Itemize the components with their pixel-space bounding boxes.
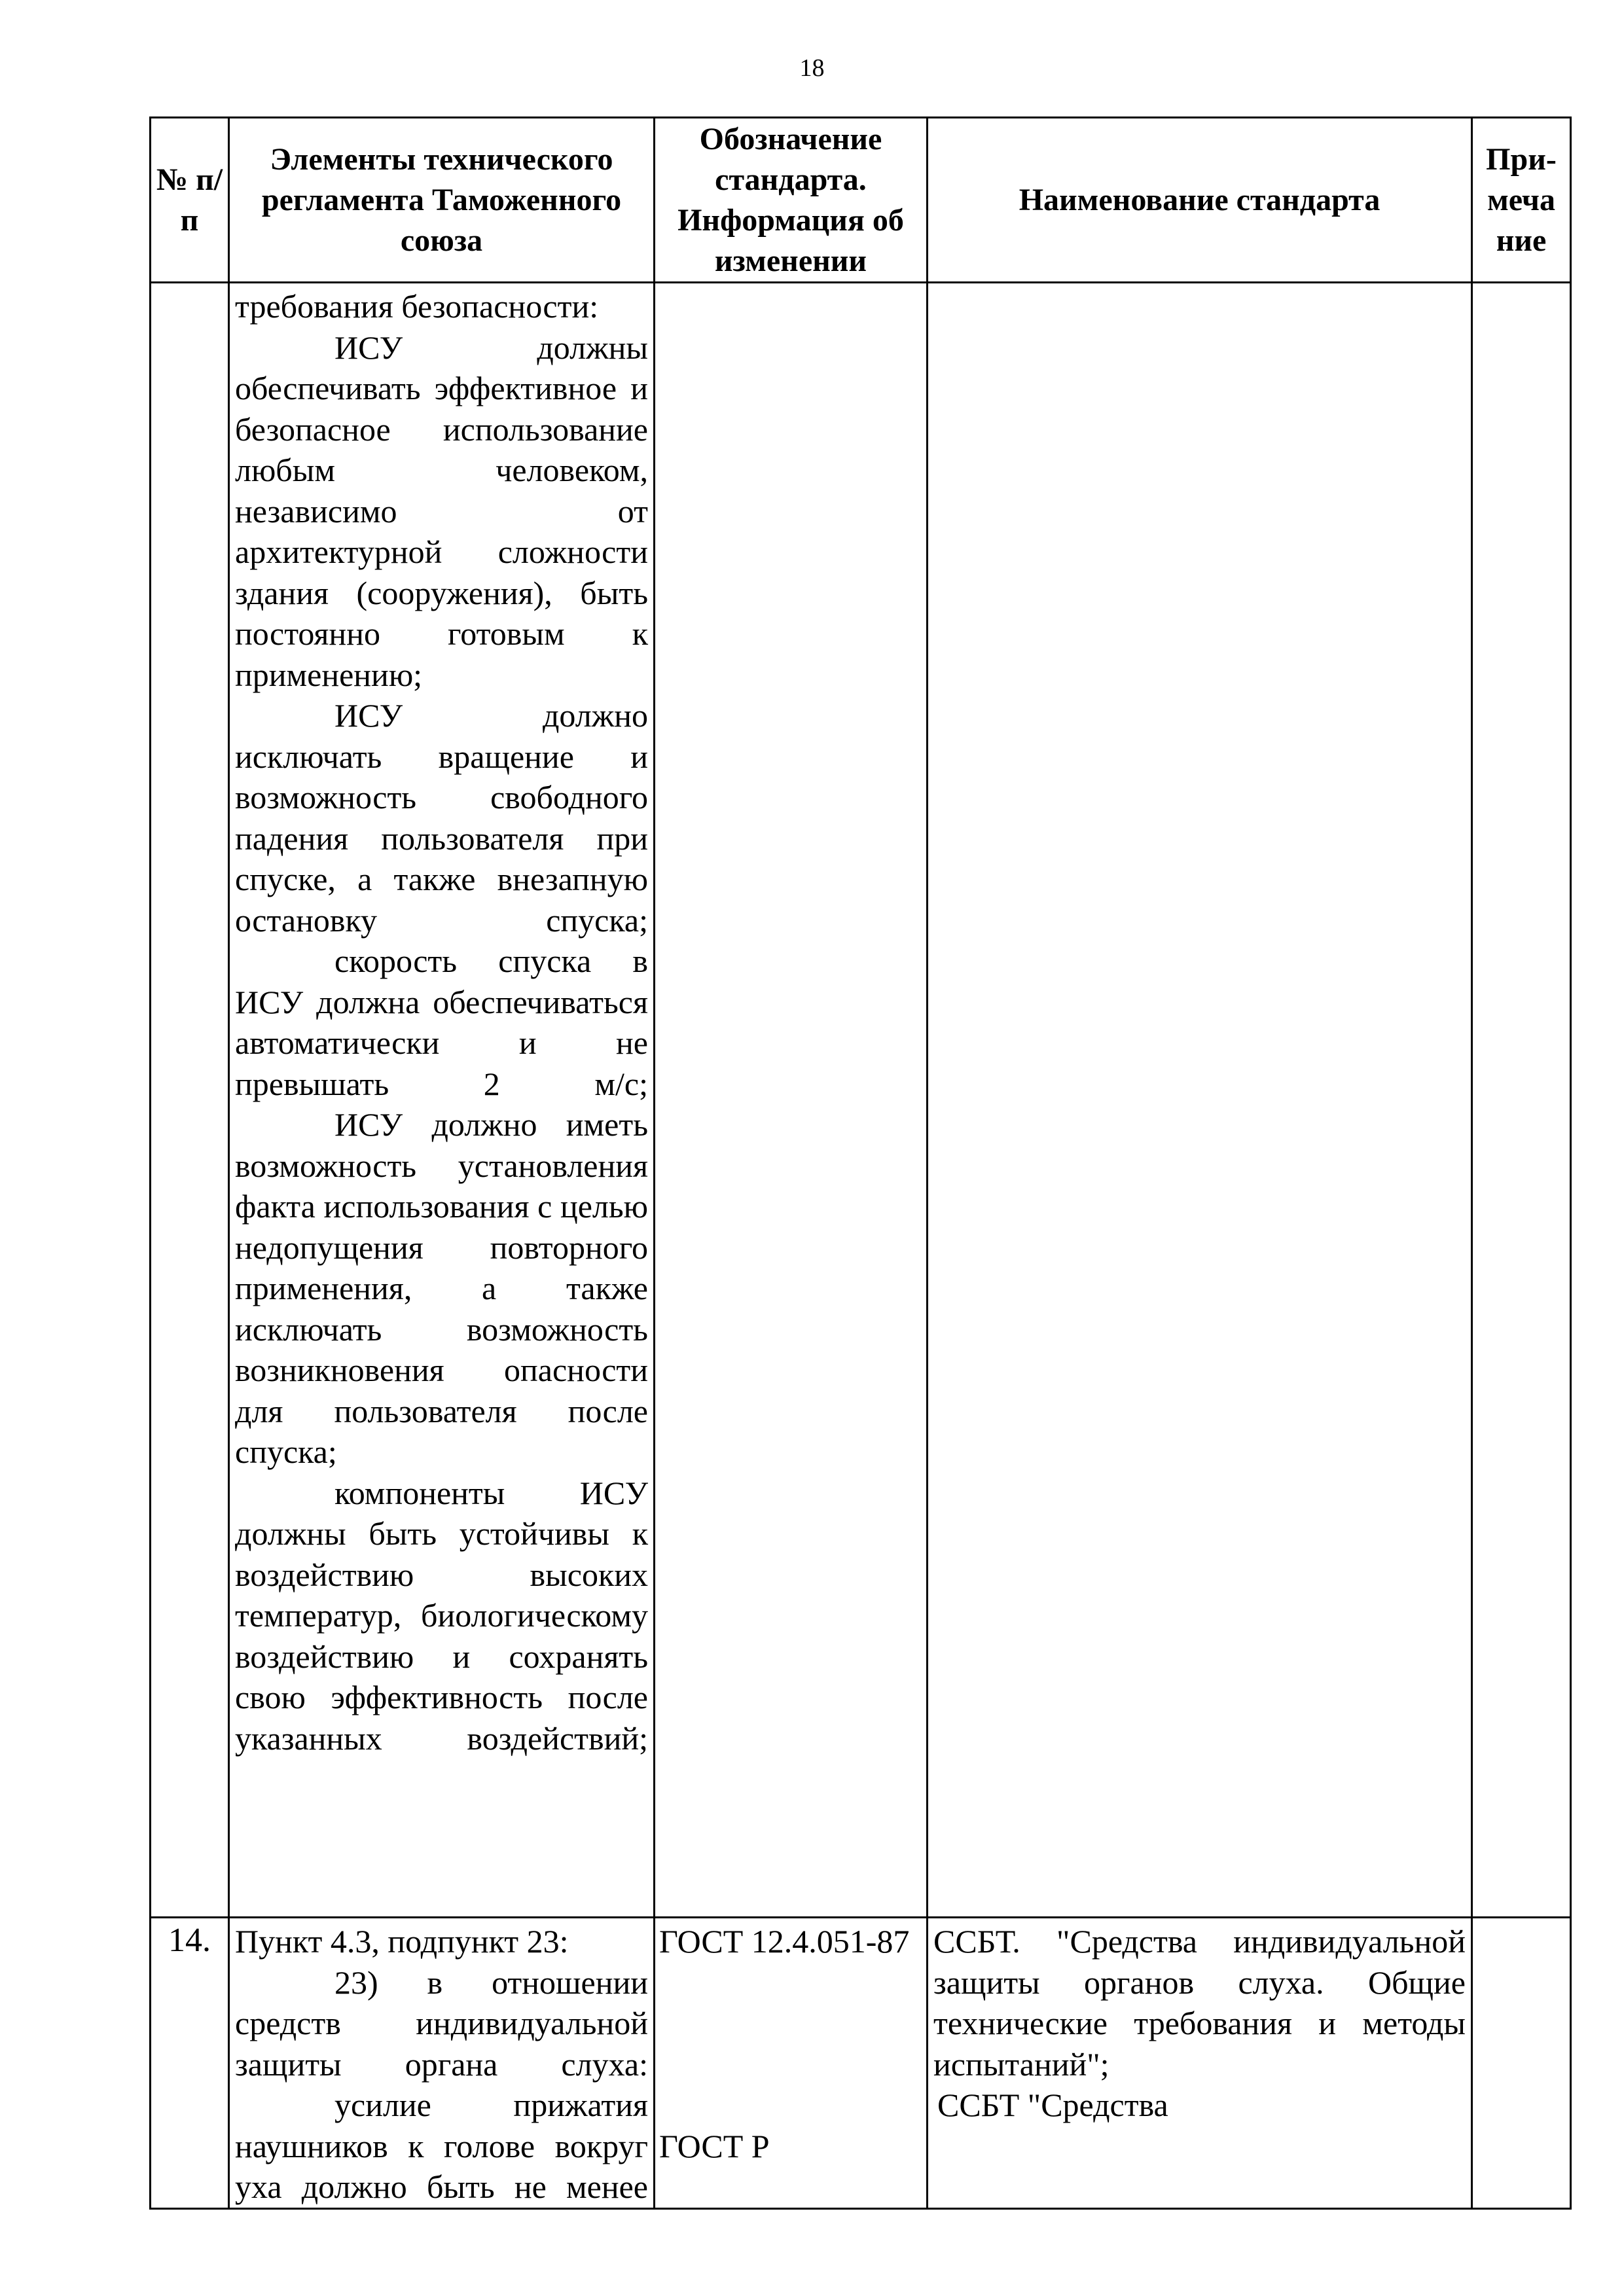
paragraph: ИСУ должно исключать вращение и возможность свободного падения пользователя при спуске, а также внезапную остановку спуска; xyxy=(235,697,648,939)
cell-num-empty xyxy=(151,283,229,1918)
paragraph: Пункт 4.3, подпункт 23: xyxy=(235,1923,569,1960)
cell-name-empty xyxy=(928,283,1472,1918)
cell-num: 14. xyxy=(151,1918,229,2209)
cell-elements xyxy=(229,283,655,1918)
paragraph: ИСУ должны обеспечивать эффективное и безопасное использование любым человеком, независимо от архитектурной сложности здания (сооружения), быть постоянно готовым к применению; xyxy=(235,329,648,693)
table-row xyxy=(151,1918,1571,2209)
cell-note-empty xyxy=(1472,1918,1571,2209)
paragraph: усилие прижатия наушников к голове вокруг уха должно быть не менее xyxy=(235,2087,648,2205)
table-row xyxy=(151,283,1571,1918)
header-elements: Элементы технического регламента Таможенного союза xyxy=(229,118,655,283)
paragraph: скорость спуска в ИСУ должна обеспечиваться автоматически и не превышать 2 м/с; xyxy=(235,942,648,1102)
table-header-row xyxy=(151,118,1571,283)
std-designation: ГОСТ Р xyxy=(659,2127,770,2164)
std-designation: ГОСТ 12.4.051-87 xyxy=(659,1923,910,1960)
cell-designation-empty xyxy=(655,283,928,1918)
header-name: Наименование стандарта xyxy=(928,118,1472,283)
header-designation: Обозначение стандарта. Информация об изменении xyxy=(655,118,928,283)
cell-note-empty xyxy=(1472,283,1571,1918)
paragraph: компоненты ИСУ должны быть устойчивы к воздействию высоких температур, биологическому воздействию и сохранять свою эффективность после указанных воздействий; xyxy=(235,1474,648,1757)
header-num: № п/п xyxy=(151,118,229,283)
std-name: ССБТ. "Средства индивидуальной защиты органов слуха. Общие технические требования и методы испытаний"; xyxy=(933,1923,1466,2083)
standards-table xyxy=(149,117,1572,2210)
std-name: ССБТ "Средства xyxy=(937,2087,1168,2123)
cell-designation xyxy=(655,1918,928,2209)
cell-name xyxy=(928,1918,1472,2209)
cell-elements xyxy=(229,1918,655,2209)
paragraph: требования безопасности: xyxy=(235,288,599,325)
paragraph: ИСУ должно иметь возможность установления факта использования с целью недопущения повторного применения, а также исключать возможность возникновения опасности для пользователя после спуска; xyxy=(235,1106,648,1470)
paragraph: 23) в отношении средств индивидуальной защиты органа слуха: xyxy=(235,1964,648,2083)
header-note: При-меча ние xyxy=(1472,118,1571,283)
page-number: 18 xyxy=(799,54,825,82)
